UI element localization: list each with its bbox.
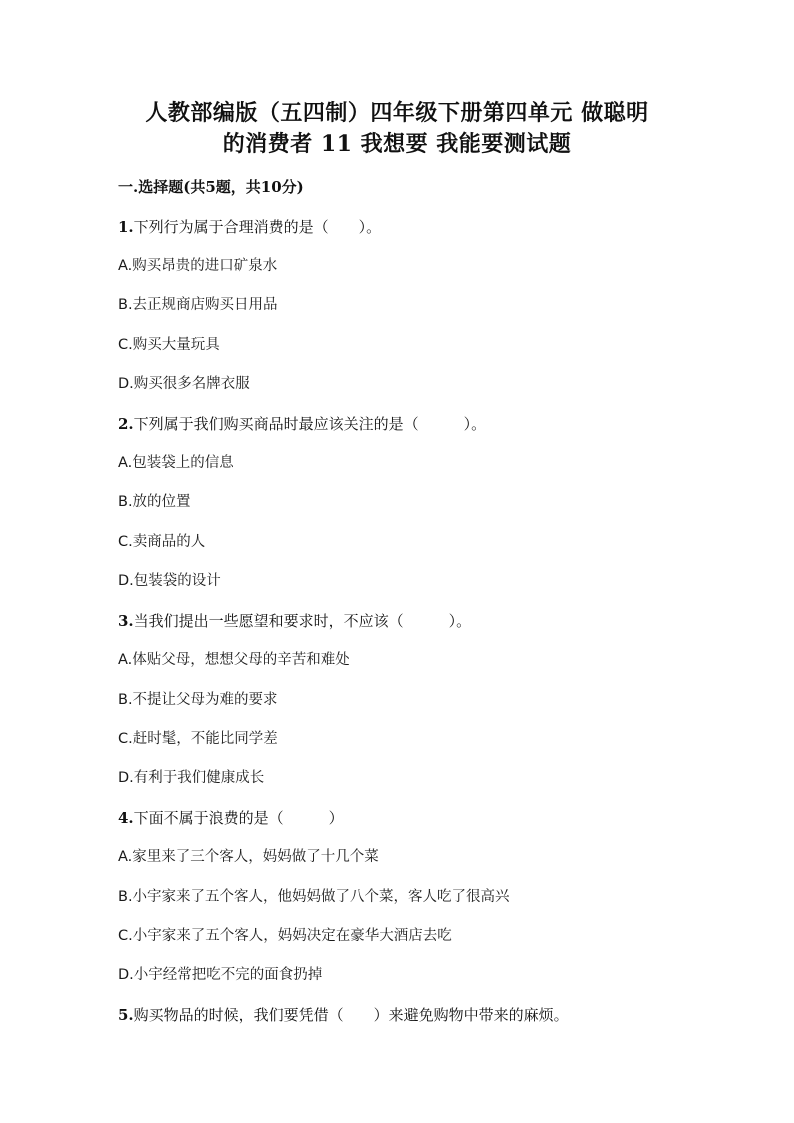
question-4-option-b: B.小宇家来了五个客人，他妈妈做了八个菜，客人吃了很高兴	[118, 889, 510, 905]
question-text: 购买物品的时候，我们要凭借（ ）来避免购物中带来的麻烦。	[133, 1006, 569, 1024]
question-1-option-c: C.购买大量玩具	[118, 337, 220, 353]
question-number: 1.	[118, 218, 134, 236]
question-number: 3.	[118, 612, 134, 630]
question-2	[118, 413, 486, 435]
question-4-option-c: C.小宇家来了五个客人，妈妈决定在豪华大酒店去吃	[118, 928, 452, 944]
document-title-line-1: 人教部编版（五四制）四年级下册第四单元 做聪明	[145, 100, 649, 126]
question-number: 4.	[118, 809, 134, 827]
question-1	[118, 216, 381, 238]
question-2-option-a: A.包装袋上的信息	[118, 455, 234, 471]
question-1-option-d: D.购买很多名牌衣服	[118, 376, 250, 392]
question-number: 5.	[118, 1006, 134, 1024]
question-3-option-b: B.不提让父母为难的要求	[118, 692, 278, 708]
question-4-option-a: A.家里来了三个客人，妈妈做了十几个菜	[118, 849, 379, 865]
question-3-option-a: A.体贴父母，想想父母的辛苦和难处	[118, 652, 350, 668]
question-text: 下列属于我们购买商品时最应该关注的是（ ）。	[133, 415, 487, 433]
question-2-option-b: B.放的位置	[118, 494, 191, 510]
question-text: 下列行为属于合理消费的是（ ）。	[133, 218, 382, 236]
question-3	[118, 610, 471, 632]
question-1-option-a: A.购买昂贵的进口矿泉水	[118, 258, 278, 274]
question-3-option-d: D.有利于我们健康成长	[118, 770, 265, 786]
question-1-option-b: B.去正规商店购买日用品	[118, 297, 278, 313]
question-5	[118, 1004, 569, 1026]
question-2-option-c: C.卖商品的人	[118, 534, 206, 550]
document-title-line-2: 的消费者 11 我想要 我能要测试题	[222, 131, 572, 157]
question-number: 2.	[118, 415, 134, 433]
question-text: 下面不属于浪费的是（ ）	[133, 809, 344, 827]
question-2-option-d: D.包装袋的设计	[118, 573, 221, 589]
question-text: 当我们提出一些愿望和要求时，不应该（ ）。	[133, 612, 472, 630]
question-4-option-d: D.小宇经常把吃不完的面食扔掉	[118, 967, 323, 983]
section-heading: 一.选择题(共5题，共10分)	[118, 178, 304, 196]
question-4	[118, 807, 344, 829]
question-3-option-c: C.赶时髦，不能比同学差	[118, 731, 278, 747]
